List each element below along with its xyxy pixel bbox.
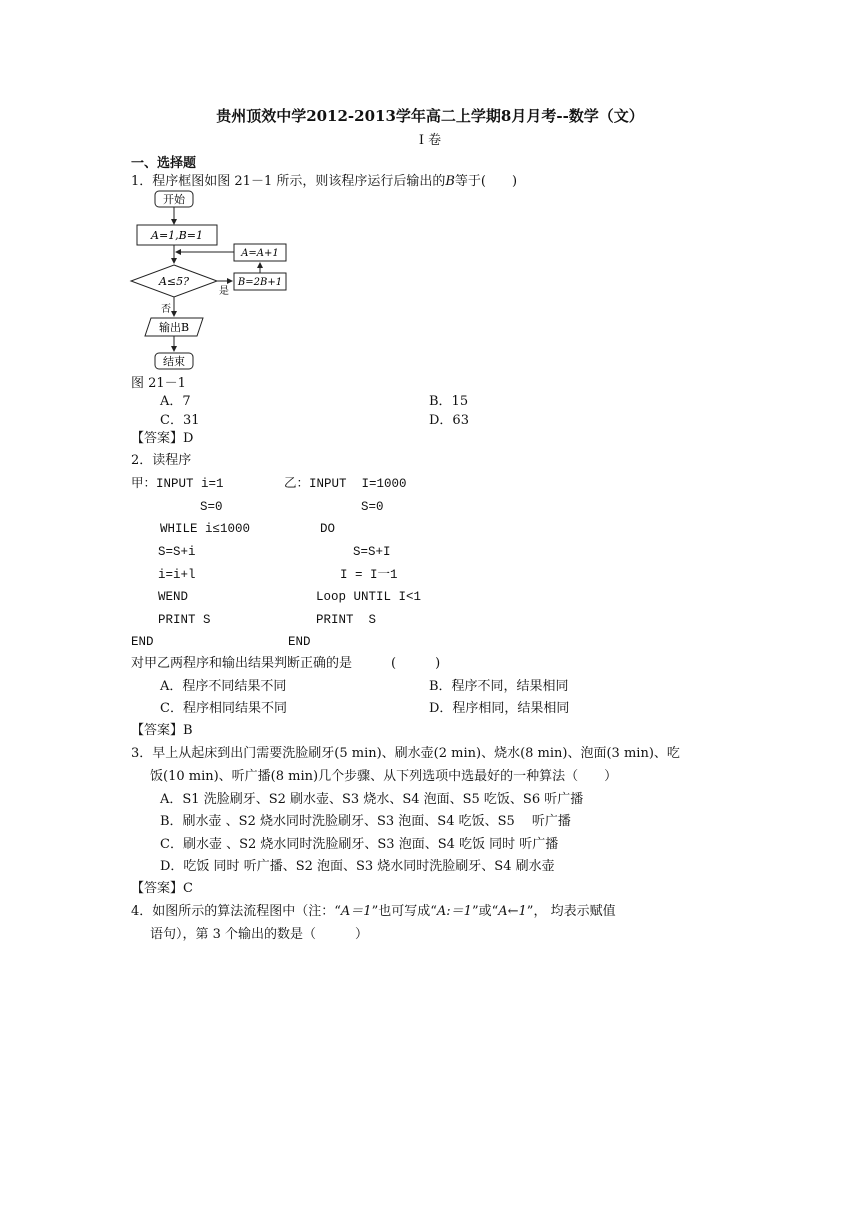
q2-right-line-6: Loop UNTIL I<1 bbox=[316, 590, 422, 604]
section-heading: 一、选择题 bbox=[131, 156, 197, 171]
q2-right-line-1: 乙：INPUT I=1000 bbox=[284, 477, 407, 491]
q2-left-line-6: WEND bbox=[158, 590, 189, 604]
q2-answer: 【答案】B bbox=[131, 723, 193, 738]
q1-stem: 1．程序框图如图 21－1 所示，则该程序运行后输出的B等于( ) bbox=[131, 174, 518, 189]
q2-option-b: B．程序不同，结果相同 bbox=[429, 679, 569, 694]
q4-expr-1: A＝1 bbox=[340, 904, 372, 919]
q2-left-line-1: 甲：INPUT i=1 bbox=[131, 477, 224, 491]
q3-answer: 【答案】C bbox=[131, 881, 193, 896]
q3-option-c: C．刷水壶 、S2 烧水同时洗脸刷牙、S3 泡面、S4 吃饭 同时 听广播 bbox=[160, 837, 559, 852]
q2-right-line-8: END bbox=[288, 635, 311, 649]
q1-option-c: C．31 bbox=[160, 413, 200, 428]
flow-body-label: B=2B+1 bbox=[237, 277, 283, 288]
q4-expr-3: A←1 bbox=[498, 904, 527, 919]
q2-left-line-2: S=0 bbox=[200, 500, 223, 514]
q2-option-d: D．程序相同，结果相同 bbox=[429, 701, 570, 716]
q2-left-line-3: WHILE i≤1000 bbox=[160, 522, 251, 536]
q2-stem: 2．读程序 bbox=[131, 453, 192, 468]
q2-right-line-2: S=0 bbox=[361, 500, 384, 514]
q2-option-c: C．程序相同结果不同 bbox=[160, 701, 287, 716]
q1-answer: 【答案】D bbox=[131, 431, 194, 446]
q3-stem-line-1: 3．早上从起床到出门需要洗脸刷牙(5 min)、刷水壶(2 min)、烧水(8 min)、泡面(3 min)、吃 bbox=[131, 746, 680, 761]
q2-left-line-5: i=i+l bbox=[158, 568, 196, 582]
flow-output-label: 输出B bbox=[158, 321, 190, 334]
volume-label: I 卷 bbox=[418, 133, 442, 148]
q2-right-line-3: DO bbox=[320, 522, 336, 536]
q2-right-line-7: PRINT S bbox=[316, 613, 377, 627]
q4-expr-2: A:＝1 bbox=[436, 904, 472, 919]
flow-yes-label: 是 bbox=[219, 286, 229, 297]
flow-no-label: 否 bbox=[161, 304, 171, 315]
q1-option-b: B．15 bbox=[429, 394, 469, 409]
q4-stem-line-1: 4．如图所示的算法流程图中（注：“A＝1”也可写成“A:＝1”或“A←1”， 均表示赋值 bbox=[131, 904, 616, 919]
page-title: 贵州顶效中学2012-2013学年高二上学期8月月考--数学（文） bbox=[216, 107, 644, 125]
q3-option-b: B．刷水壶 、S2 烧水同时洗脸刷牙、S3 泡面、S4 吃饭、S5 听广播 bbox=[160, 814, 571, 829]
q1-figure-caption: 图 21－1 bbox=[131, 376, 186, 391]
flow-start-label: 开始 bbox=[163, 193, 185, 206]
q2-left-line-4: S=S+i bbox=[158, 545, 196, 559]
flow-condition-label: A≤5? bbox=[158, 275, 190, 288]
q4-stem-line-2: 语句），第 3 个输出的数是（ ） bbox=[150, 927, 369, 942]
q2-right-line-5: I = I一1 bbox=[340, 568, 398, 582]
flow-inc-label: A=A+1 bbox=[241, 248, 279, 259]
q1-option-d: D．63 bbox=[429, 413, 469, 428]
flow-init-label: A=1,B=1 bbox=[151, 229, 203, 242]
q3-option-a: A．S1 洗脸刷牙、S2 刷水壶、S3 烧水、S4 泡面、S5 吃饭、S6 听广播 bbox=[160, 792, 584, 807]
q2-left-line-8: END bbox=[131, 635, 154, 649]
q2-option-a: A．程序不同结果不同 bbox=[160, 679, 287, 694]
q2-right-line-4: S=S+I bbox=[353, 545, 391, 559]
q1-flowchart bbox=[125, 188, 295, 378]
q1-option-a: A．7 bbox=[160, 394, 191, 409]
q3-stem-line-2: 饭(10 min)、听广播(8 min)几个步骤、从下列选项中选最好的一种算法（ ） bbox=[150, 769, 618, 784]
q2-left-line-7: PRINT S bbox=[158, 613, 211, 627]
q3-option-d: D．吃饭 同时 听广播、S2 泡面、S3 烧水同时洗脸刷牙、S4 刷水壶 bbox=[160, 859, 555, 874]
flow-end-label: 结束 bbox=[163, 355, 185, 368]
q2-question: 对甲乙两程序和输出结果判断正确的是 ( ) bbox=[131, 656, 441, 671]
